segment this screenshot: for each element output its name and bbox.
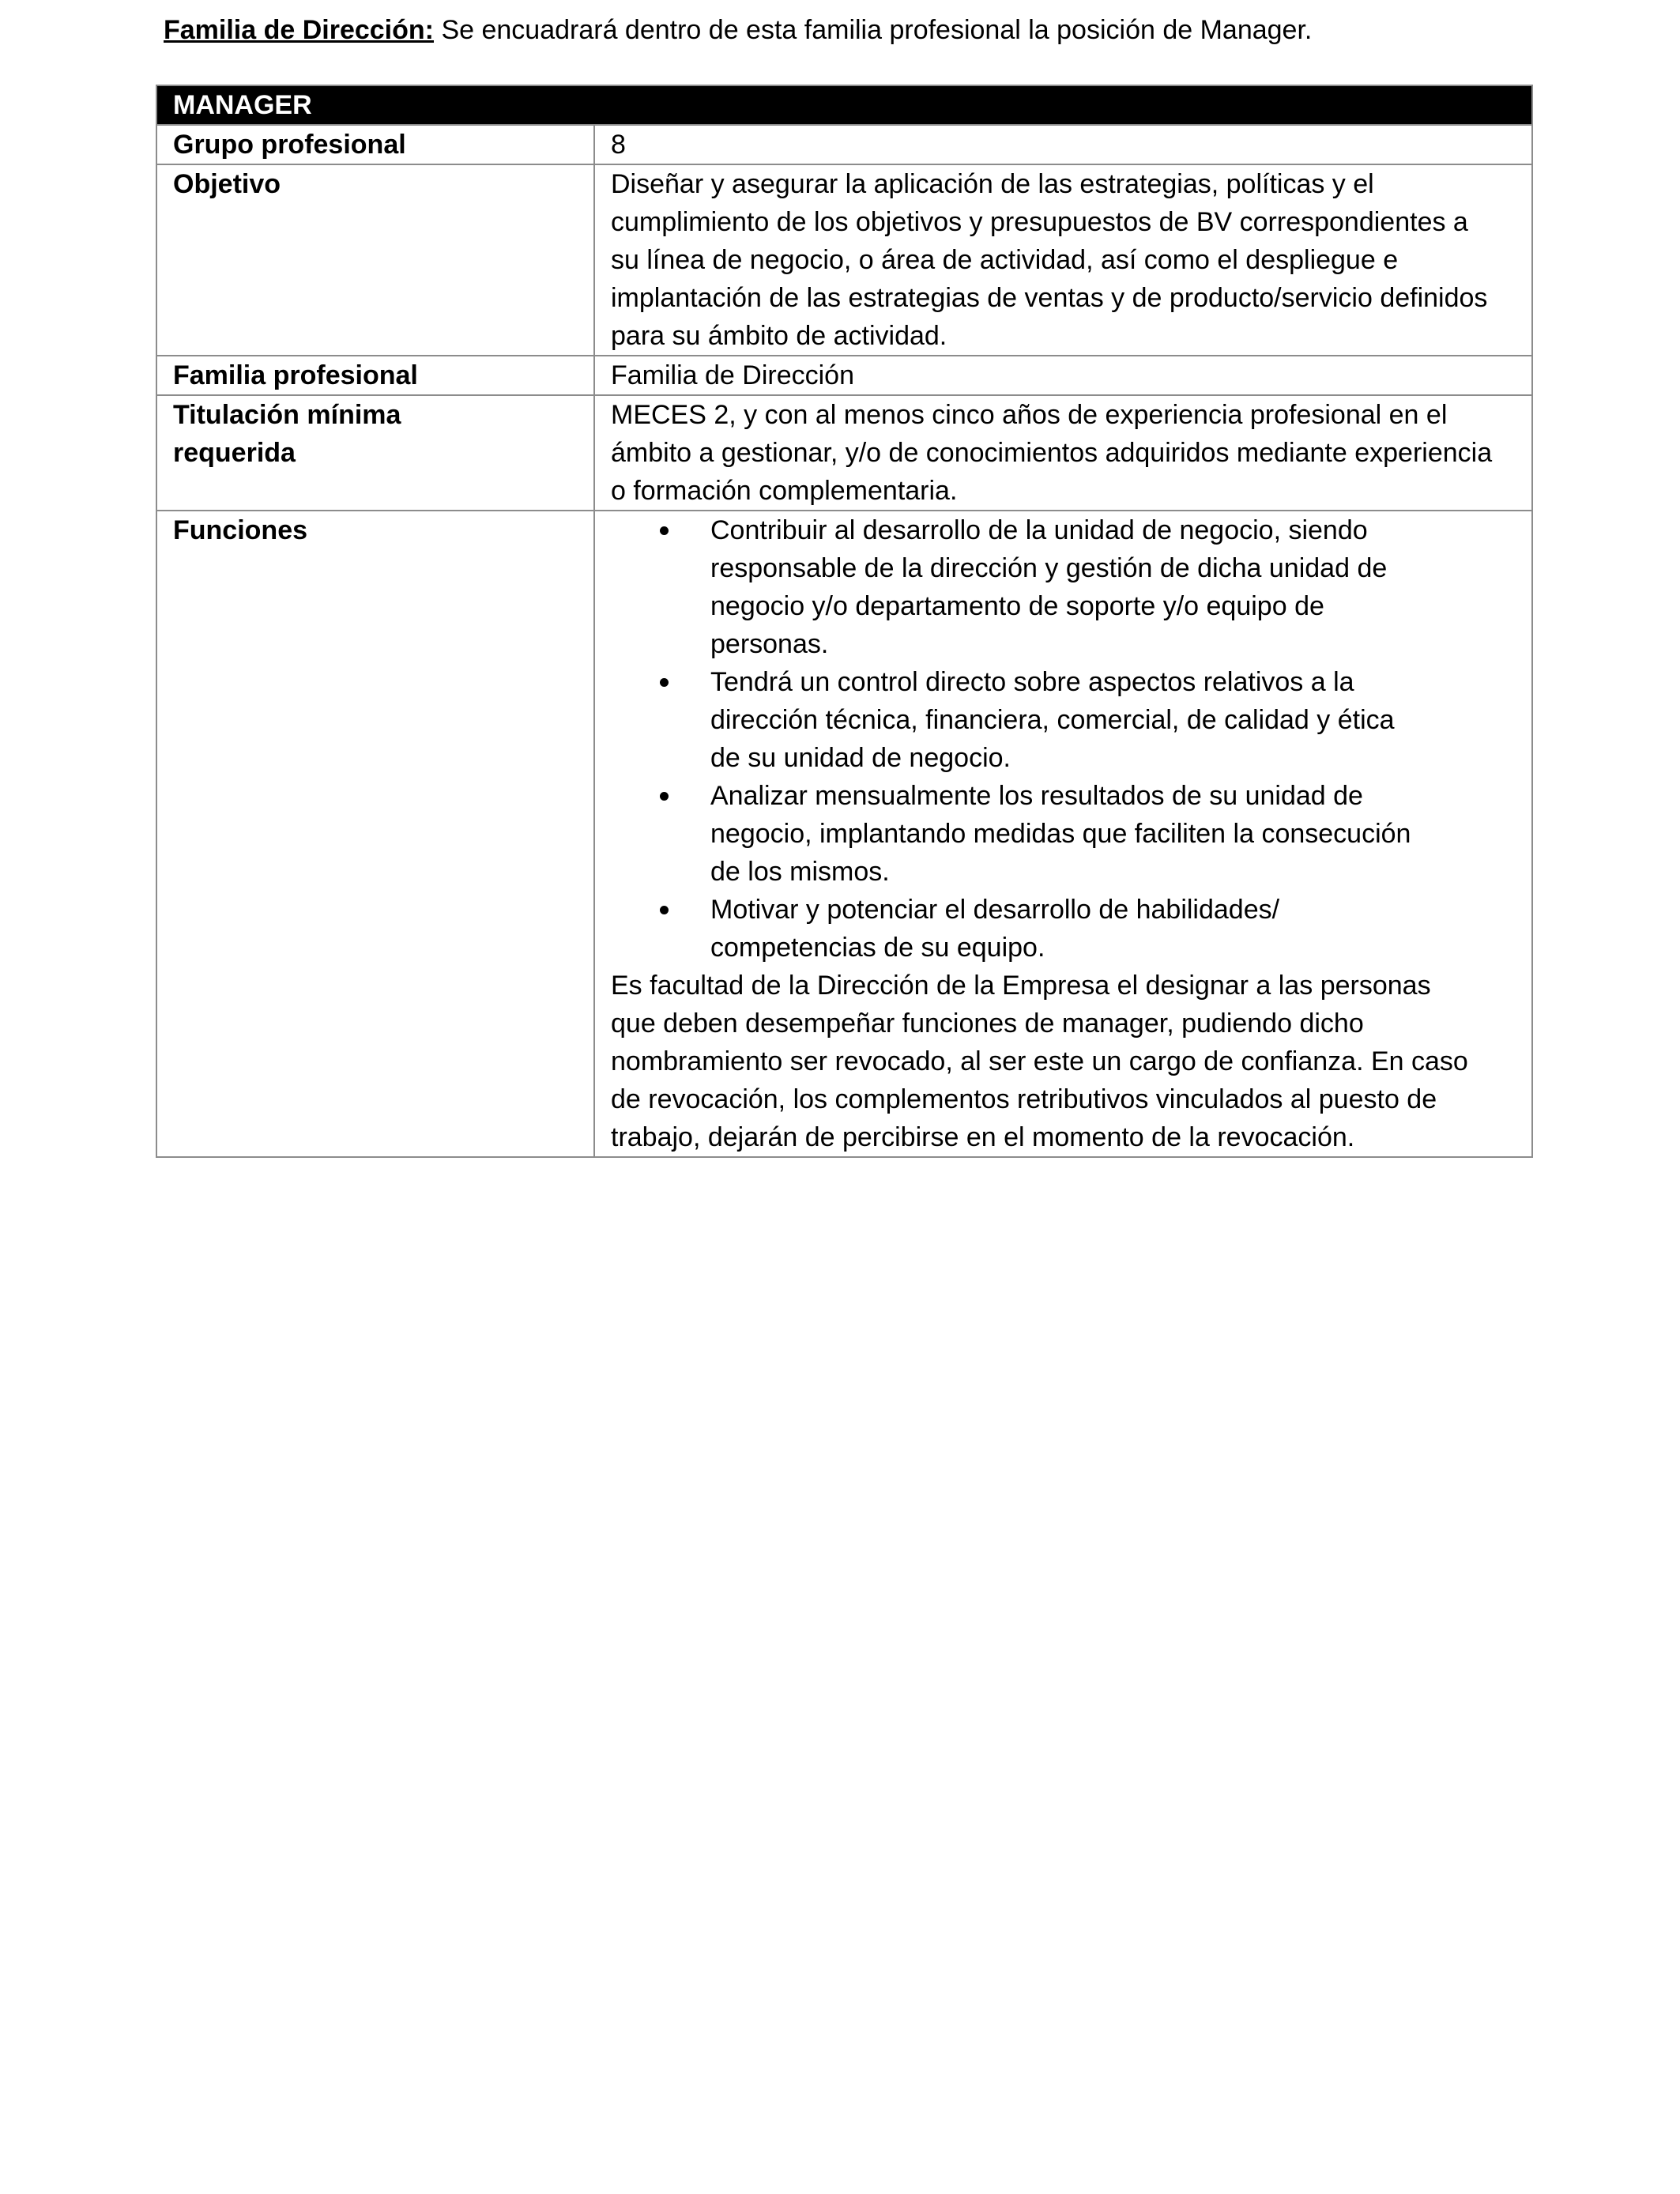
list-item	[710, 891, 1516, 967]
table-row-familia	[156, 356, 1532, 395]
intro-paragraph	[164, 13, 1312, 47]
funciones-note: Es facultad de la Dirección de la Empresa el designar a las personas que deben desempeñar funciones de manager, pudiendo dicho nombramiento ser revocado, al ser este un cargo de confianza. En caso de revocación, los complementos retributivos vinculados al puesto de trabajo, dejarán de percibirse en el momento de la revocación.	[611, 971, 1468, 1152]
list-item-text: Analizar mensualmente los resultados de su unidad de negocio, implantando medidas que faciliten la consecución de los mismos.	[710, 781, 1411, 887]
manager-table	[156, 85, 1533, 1158]
table-row-grupo	[156, 125, 1532, 164]
list-item-text: Contribuir al desarrollo de la unidad de negocio, siendo responsable de la dirección y gestión de dicha unidad de negocio y/o departamento de soporte y/o equipo de personas.	[710, 515, 1388, 659]
bullet-icon	[660, 678, 669, 687]
bullet-icon	[660, 792, 669, 801]
intro-label: Familia de Dirección:	[164, 15, 434, 45]
list-item	[710, 663, 1516, 777]
row-value-familia: Familia de Dirección	[594, 356, 1532, 395]
intro-text: Se encuadrará dentro de esta familia profesional la posición de Manager.	[434, 15, 1313, 45]
bullet-icon	[660, 906, 669, 914]
list-item	[710, 777, 1516, 891]
table-header-row	[156, 85, 1532, 125]
row-label-funciones: Funciones	[156, 511, 594, 1157]
bullet-icon	[660, 526, 669, 535]
list-item-text: Motivar y potenciar el desarrollo de habilidades/ competencias de su equipo.	[710, 895, 1280, 963]
table-row-objetivo	[156, 164, 1532, 356]
table-row-titulacion	[156, 395, 1532, 511]
row-label-familia: Familia profesional	[156, 356, 594, 395]
funciones-list	[611, 511, 1516, 967]
row-value-funciones	[594, 511, 1532, 1157]
row-label-objetivo: Objetivo	[156, 164, 594, 356]
row-value-grupo: 8	[594, 125, 1532, 164]
table-title: MANAGER	[156, 85, 1532, 125]
row-value-objetivo: Diseñar y asegurar la aplicación de las estrategias, políticas y el cumplimiento de los objetivos y presupuestos de BV correspondientes a su línea de negocio, o área de actividad, así como el despliegue e implantación de las estrategias de ventas y de producto/servicio definidos para su ámbito de actividad.	[594, 164, 1532, 356]
list-item	[710, 511, 1516, 663]
table-row-funciones	[156, 511, 1532, 1157]
row-value-titulacion: MECES 2, y con al menos cinco años de experiencia profesional en el ámbito a gestionar, y/o de conocimientos adquiridos mediante experiencia o formación complementaria.	[594, 395, 1532, 511]
row-label-titulacion: Titulación mínima requerida	[156, 395, 594, 511]
row-label-grupo: Grupo profesional	[156, 125, 594, 164]
list-item-text: Tendrá un control directo sobre aspectos relativos a la dirección técnica, financiera, comercial, de calidad y ética de su unidad de negocio.	[710, 667, 1395, 773]
